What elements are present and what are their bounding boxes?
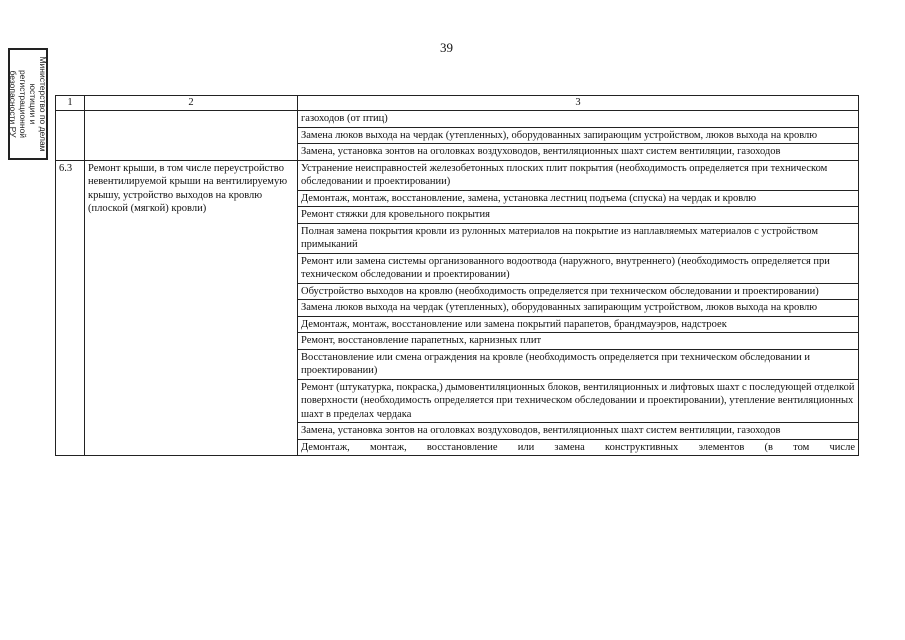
empty-number-cell <box>56 111 85 161</box>
work-cell: Замена люков выхода на чердак (утепленных), оборудованных запирающим устройством, люков выхода на кровлю <box>298 127 859 144</box>
work-cell: Замена, установка зонтов на оголовках воздуховодов, вентиляционных шахт систем вентиляции, газоходов <box>298 423 859 440</box>
header-col-1: 1 <box>56 96 85 111</box>
section-title: Ремонт крыши, в том числе переустройство невентилируемой крыши на вентилируемую крышу, устройство выходов на кровлю (плоской (мягкой) кровли) <box>85 160 298 456</box>
empty-title-cell <box>85 111 298 161</box>
page-number: 39 <box>440 40 453 55</box>
section-number: 6.3 <box>56 160 85 456</box>
work-cell: Замена, установка зонтов на оголовках воздуховодов, вентиляционных шахт систем вентиляции, газоходов <box>298 144 859 161</box>
work-cell: Ремонт, восстановление парапетных, карнизных плит <box>298 333 859 350</box>
work-cell: Ремонт стяжки для кровельного покрытия <box>298 207 859 224</box>
table-row <box>56 111 859 128</box>
work-cell: Демонтаж, монтаж, восстановление или замена конструктивных элементов (в том числе <box>298 439 859 456</box>
header-col-3: 3 <box>298 96 859 111</box>
ministry-stamp <box>8 48 48 160</box>
header-col-2: 2 <box>85 96 298 111</box>
table-row <box>56 160 859 190</box>
work-cell: Демонтаж, монтаж, восстановление, замена, установка лестниц подъема (спуска) на чердак и кровлю <box>298 190 859 207</box>
work-cell: газоходов (от птиц) <box>298 111 859 128</box>
stamp-text: Министерство по делам юстиции и регистрационной безопасности РУ <box>8 56 48 152</box>
table-header-row <box>56 96 859 111</box>
work-cell: Ремонт (штукатурка, покраска,) дымовентиляционных блоков, вентиляционных и лифтовых шахт с последующей отделкой поверхности (необходимость определяется при техническом обследовании и проектировании), утепление вентиляционных шахт в пределах чердака <box>298 379 859 423</box>
work-cell: Устранение неисправностей железобетонных плоских плит покрытия (необходимость определяется при техническом обследовании и проектировании) <box>298 160 859 190</box>
work-cell: Демонтаж, монтаж, восстановление или замена покрытий парапетов, брандмауэров, надстроек <box>298 316 859 333</box>
work-cell: Обустройство выходов на кровлю (необходимость определяется при техническом обследовании и проектировании) <box>298 283 859 300</box>
work-cell: Восстановление или смена ограждения на кровле (необходимость определяется при техническом обследовании и проектировании) <box>298 349 859 379</box>
work-cell: Ремонт или замена системы организованного водоотвода (наружного, внутреннего) (необходимость определяется при техническом обследовании и проектировании) <box>298 253 859 283</box>
work-cell: Замена люков выхода на чердак (утепленных), оборудованных запирающим устройством, люков выхода на кровлю <box>298 300 859 317</box>
work-cell: Полная замена покрытия кровли из рулонных материалов на покрытие из наплавляемых материалов с устройством примыканий <box>298 223 859 253</box>
works-table <box>55 95 859 456</box>
